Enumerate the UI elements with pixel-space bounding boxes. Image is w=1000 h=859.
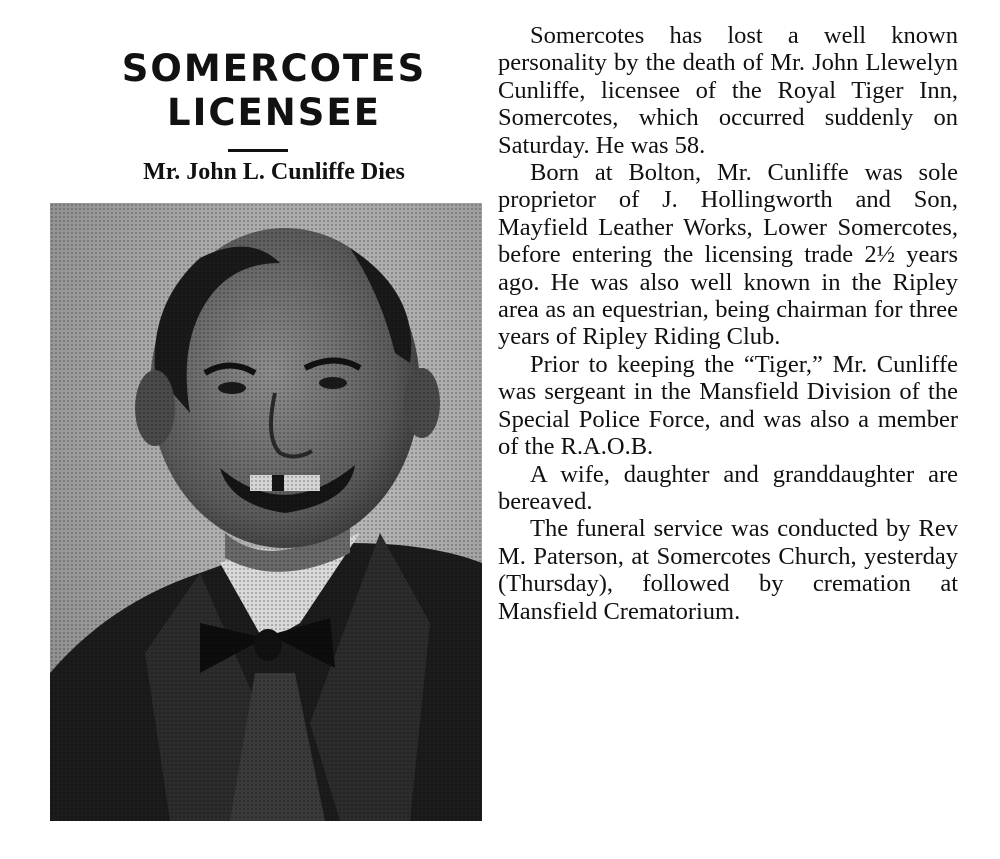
headline-divider [228,149,288,152]
article-body [498,22,958,625]
article-paragraph: The funeral service was conducted by Rev M. Paterson, at Somercotes Church, yesterday (Thursday), followed by cremation at Mansfield Crematorium. [498,515,958,625]
article-paragraph: Born at Bolton, Mr. Cunliffe was sole proprietor of J. Hollingworth and Son, Mayfield Leather Works, Lower Somercotes, before entering the licensing trade 2½ years ago. He was also well known in the Ripley area as an equestrian, being chairman for three years of Ripley Riding Club. [498,159,958,351]
headline-line-2: LICENSEE [167,91,381,134]
article-paragraph: Somercotes has lost a well known personality by the death of Mr. John Llewelyn Cunliffe, licensee of the Royal Tiger Inn, Somercotes, which occurred suddenly on Saturday. He was 58. [498,22,958,159]
portrait-photo [50,203,482,821]
subheadline: Mr. John L. Cunliffe Dies [143,159,405,185]
headline-line-1: SOMERCOTES [121,47,427,90]
article-paragraph: Prior to keeping the “Tiger,” Mr. Cunliffe was sergeant in the Mansfield Division of the Special Police Force, and was also a member of the R.A.O.B. [498,350,958,461]
article-paragraph: A wife, daughter and granddaughter are bereaved. [498,460,958,515]
